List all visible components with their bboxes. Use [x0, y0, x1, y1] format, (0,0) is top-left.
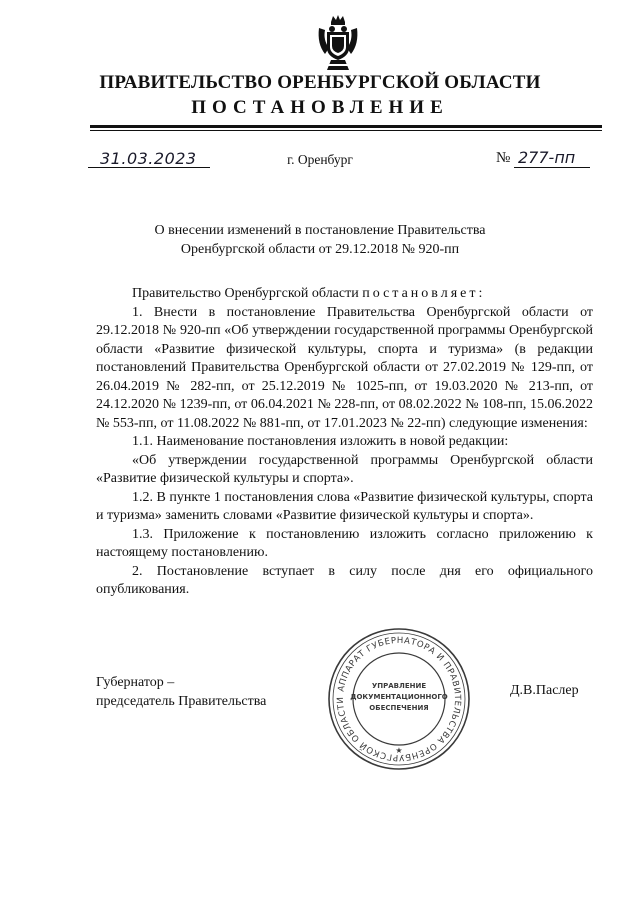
document-city: г. Оренбург — [287, 152, 353, 167]
intro-prefix: Правительство Оренбургской области — [132, 286, 359, 301]
government-title: ПРАВИТЕЛЬСТВО ОРЕНБУРГСКОЙ ОБЛАСТИ — [99, 72, 541, 93]
paragraph-1-1-text: «Об утверждении государственной программы Оренбургской области «Развитие физической культуры и спорта». — [96, 452, 593, 486]
document-date: 31.03.2023 — [100, 149, 197, 168]
header-rule-thick — [90, 125, 602, 128]
official-stamp — [326, 626, 472, 772]
header-rule-thin — [90, 130, 602, 131]
paragraph-1: 1. Внести в постановление Правительства Оренбургской области от 29.12.2018 № 920-пп «Об утверждении государственной программы Оренбургской области «Развитие физической культуры, спорта и туризма» (в редакции постановлений Правительства Оренбургской области от 27.02.2019 № 129-пп, от 26.04.2019 № 282-пп, от 25.12.2019 № 1025-пп, от 19.03.2020 № 213-пп, от 24.12.2020 № 1239-пп, от 06.04.2021 № 228-пп, от 08.02.2022 № 108-пп, 15.06.2022 № 553-пп, от 11.08.2022 № 881-пп, от 17.01.2023 № 22-пп) следующие изменения: — [96, 304, 593, 431]
paragraph-2: 2. Постановление вступает в силу после дня его официального опубликования. — [96, 563, 593, 597]
signatory-name: Д.В.Паслер — [510, 683, 579, 698]
stamp-center-line-1: УПРАВЛЕНИЕ — [371, 682, 427, 690]
intro-verb: постановляет: — [362, 286, 486, 301]
paragraph-1-2: 1.2. В пункте 1 постановления слова «Развитие физической культуры, спорта и туризма» заменить словами «Развитие физической культуры и спорта». — [96, 489, 593, 523]
stamp-star-icon: ★ — [395, 746, 403, 755]
subject-line-1: О внесении изменений в постановление Правительства — [154, 223, 486, 238]
stamp-center-line-2: ДОКУМЕНТАЦИОННОГО — [350, 693, 448, 701]
document-type: ПОСТАНОВЛЕНИЕ — [191, 97, 449, 118]
body-intro — [96, 285, 593, 304]
number-sign: № — [496, 150, 511, 166]
signatory-title-line-2: председатель Правительства — [96, 694, 267, 709]
subject-line-2: Оренбургской области от 29.12.2018 № 920-пп — [180, 242, 460, 257]
number-underline — [514, 167, 590, 168]
stamp-ring-text: АППАРАТ ГУБЕРНАТОРА И ПРАВИТЕЛЬСТВА ОРЕНБУРГСКОЙ ОБЛАСТИ — [335, 635, 463, 763]
coat-of-arms-icon — [315, 14, 361, 72]
document-subject — [0, 221, 640, 259]
document-body — [96, 285, 593, 600]
stamp-center-line-3: ОБЕСПЕЧЕНИЯ — [369, 704, 429, 712]
signatory-title — [96, 673, 266, 711]
signatory-title-line-1: Губернатор – — [96, 675, 175, 690]
paragraph-1-3: 1.3. Приложение к постановлению изложить согласно приложению к настоящему постановлению. — [96, 526, 593, 560]
document-number: 277-пп — [518, 148, 576, 167]
paragraph-1-1: 1.1. Наименование постановления изложить в новой редакции: — [132, 434, 509, 449]
